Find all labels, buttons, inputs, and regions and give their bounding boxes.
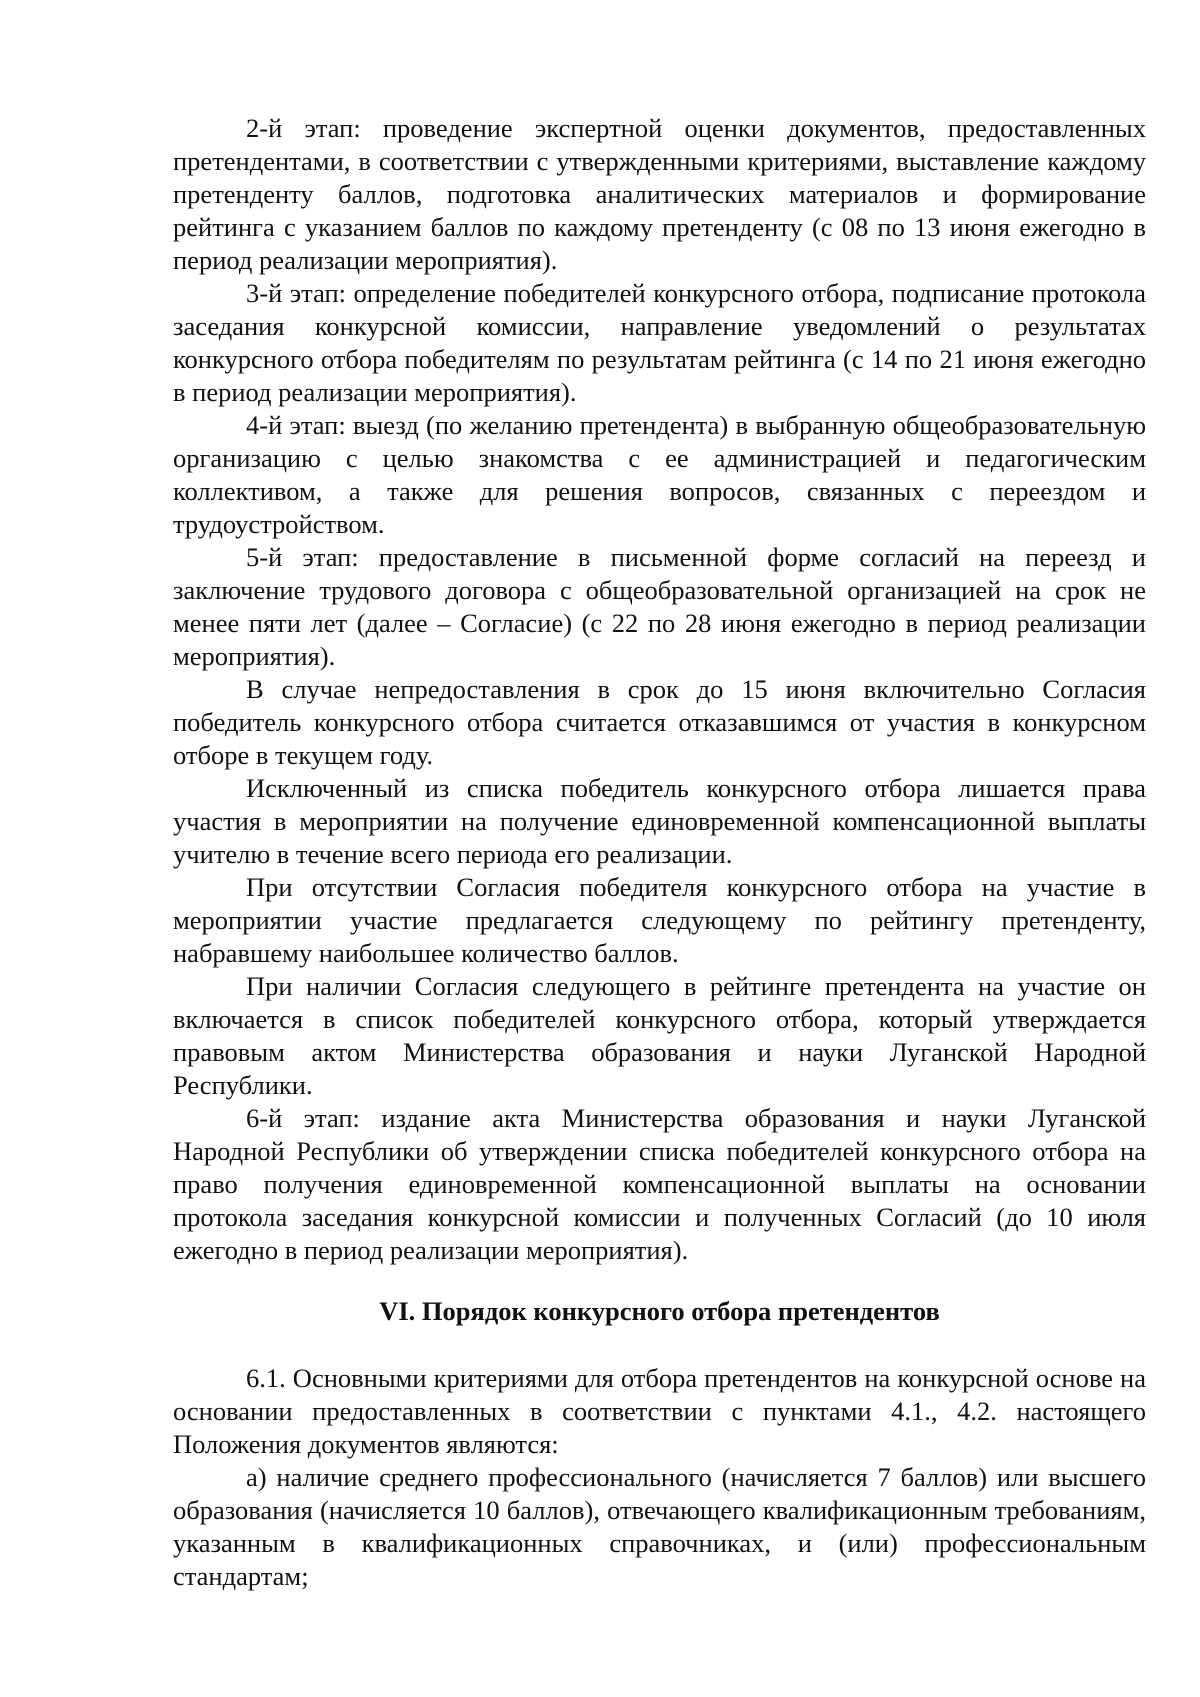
paragraph-excluded-winner: Исключенный из списка победитель конкурсного отбора лишается права участия в мероприятии на получение единовременной компенсационной выплаты учителю в течение всего периода его реализации. (173, 773, 1146, 869)
paragraph-stage-3: 3-й этап: определение победителей конкурсного отбора, подписание протокола заседания конкурсной комиссии, направление уведомлений о результатах конкурсного отбора победителям по результатам рейтинга (с 14 по 21 июня ежегодно в период реализации мероприятия). (173, 278, 1146, 407)
paragraph-stage-6: 6-й этап: издание акта Министерства образования и науки Луганской Народной Республики об утверждении списка победителей конкурсного отбора на право получения единовременной компенсационной выплаты на основании протокола заседания конкурсной комиссии и полученных Согласий (до 10 июля ежегодно в период реализации мероприятия). (173, 1103, 1146, 1265)
paragraph-criteria-6-1: 6.1. Основными критериями для отбора претендентов на конкурсной основе на основании предоставленных в соответствии с пунктами 4.1., 4.2. настоящего Положения документов являются: (173, 1363, 1146, 1459)
document-page (173, 112, 1146, 1593)
paragraph-stage-2: 2-й этап: проведение экспертной оценки документов, предоставленных претендентами, в соответствии с утвержденными критериями, выставление каждому претенденту баллов, подготовка аналитических материалов и формирование рейтинга с указанием баллов по каждому претенденту (с 08 по 13 июня ежегодно в период реализации мероприятия). (173, 113, 1146, 275)
paragraph-next-consent: При наличии Согласия следующего в рейтинге претендента на участие он включается в список победителей конкурсного отбора, который утверждается правовым актом Министерства образования и науки Луганской Народной Республики. (173, 971, 1146, 1100)
paragraph-absent-consent: При отсутствии Согласия победителя конкурсного отбора на участие в мероприятии участие предлагается следующему по рейтингу претенденту, набравшему наибольшее количество баллов. (173, 872, 1146, 968)
paragraph-criterion-a: а) наличие среднего профессионального (начисляется 7 баллов) или высшего образования (начисляется 10 баллов), отвечающего квалификационным требованиям, указанным в квалификационных справочниках, и (или) профессиональным стандартам; (173, 1462, 1146, 1591)
paragraph-stage-5: 5-й этап: предоставление в письменной форме согласий на переезд и заключение трудового договора с общеобразовательной организацией на срок не менее пяти лет (далее – Согласие) (с 22 по 28 июня ежегодно в период реализации мероприятия). (173, 542, 1146, 671)
section-heading: VI. Порядок конкурсного отбора претендентов (379, 1296, 940, 1326)
paragraph-non-provision: В случае непредоставления в срок до 15 июня включительно Согласия победитель конкурсного отбора считается отказавшимся от участия в конкурсном отборе в текущем году. (173, 674, 1146, 770)
paragraph-stage-4: 4-й этап: выезд (по желанию претендента) в выбранную общеобразовательную организацию с целью знакомства с ее администрацией и педагогическим коллективом, а также для решения вопросов, связанных с переездом и трудоустройством. (173, 410, 1146, 539)
